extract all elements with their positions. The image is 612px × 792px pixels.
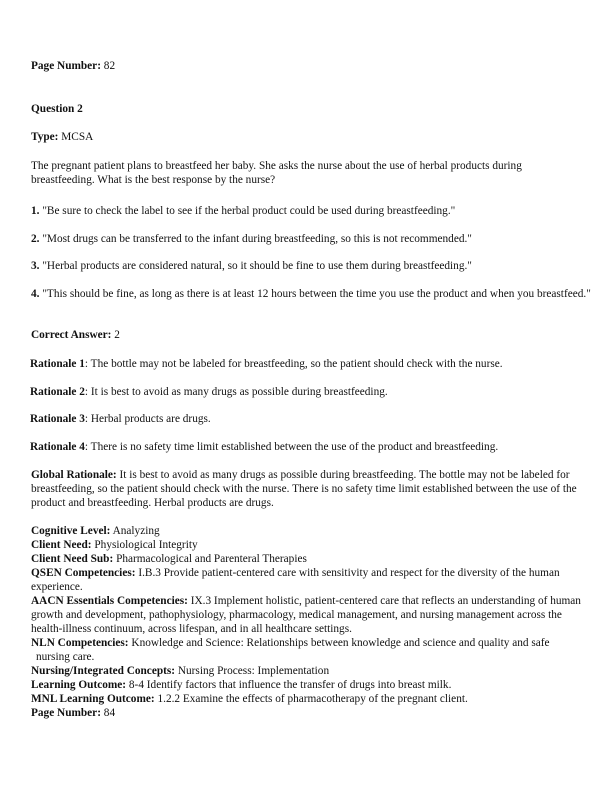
option-3: 3. "Herbal products are considered natural, so it should be fine to use them during breastfeeding.": [31, 260, 472, 272]
learning-outcome: Learning Outcome: 8-4 Identify factors that influence the transfer of drugs into breast milk.: [31, 679, 452, 691]
question-type: [31, 130, 586, 144]
page-number-bottom: Page Number: 84: [31, 707, 116, 719]
mnl-learning-outcome: MNL Learning Outcome: 1.2.2 Examine the effects of pharmacotherapy of the pregnant client.: [31, 693, 468, 705]
option-2: 2. "Most drugs can be transferred to the infant during breastfeeding, so this is not recommended.": [31, 233, 472, 245]
type-label: Type:: [31, 131, 59, 143]
nln-competencies: NLN Competencies: Knowledge and Science: Relationships between knowledge and science and quality and safe nursing care.: [31, 637, 550, 663]
option-1: 1. "Be sure to check the label to see if the herbal product could be used during breastfeeding.": [31, 205, 456, 217]
cognitive-level: Cognitive Level: Analyzing: [31, 525, 160, 537]
rationale-2: Rationale 2: It is best to avoid as many drugs as possible during breastfeeding.: [30, 386, 388, 398]
global-rationale: [31, 468, 586, 510]
question-stem: The pregnant patient plans to breastfeed her baby. She asks the nurse about the use of herbal products during breastfeeding. What is the best response by the nurse?: [31, 160, 522, 186]
page-number-value: 82: [103, 60, 116, 72]
type-value: MCSA: [61, 131, 94, 143]
correct-answer-label: Correct Answer:: [31, 329, 112, 341]
correct-answer: [31, 328, 586, 342]
page-number-label: Page Number:: [31, 60, 101, 72]
rationale-1: Rationale 1: The bottle may not be labeled for breastfeeding, so the patient should check with the nurse.: [30, 358, 503, 370]
client-need-sub: Client Need Sub: Pharmacological and Parenteral Therapies: [31, 553, 307, 565]
qsen-competencies: QSEN Competencies: I.B.3 Provide patient-centered care with sensitivity and respect for the diversity of the human experience.: [31, 567, 560, 593]
correct-answer-value: 2: [114, 329, 120, 341]
metadata-section: [31, 524, 586, 720]
nursing-concepts: Nursing/Integrated Concepts: Nursing Process: Implementation: [31, 665, 330, 677]
aacn-competencies: AACN Essentials Competencies: IX.3 Implement holistic, patient-centered care that reflects an understanding of human growth and development, pathophysiology, pharmacology, medical management, and nursing management across the health-illness continuum, across lifespan, and in all healthcare settings.: [31, 595, 581, 635]
page-number-top: [31, 59, 586, 73]
question-heading: Question 2: [31, 103, 83, 115]
global-rationale-text: It is best to avoid as many drugs as possible during breastfeeding. The bottle may not be labeled for breastfeeding, so the patient should check with the nurse. There is no safety time limit established between the use of the product and breastfeeding. Herbal products are drugs.: [31, 469, 577, 509]
global-rationale-label: Global Rationale:: [31, 469, 117, 481]
option-4: 4. "This should be fine, as long as there is at least 12 hours between the time you use the product and when you breastfeed.": [31, 288, 591, 300]
client-need: Client Need: Physiological Integrity: [31, 539, 198, 551]
rationale-4: Rationale 4: There is no safety time limit established between the use of the product and breastfeeding.: [30, 441, 499, 453]
rationale-3: Rationale 3: Herbal products are drugs.: [30, 413, 211, 425]
